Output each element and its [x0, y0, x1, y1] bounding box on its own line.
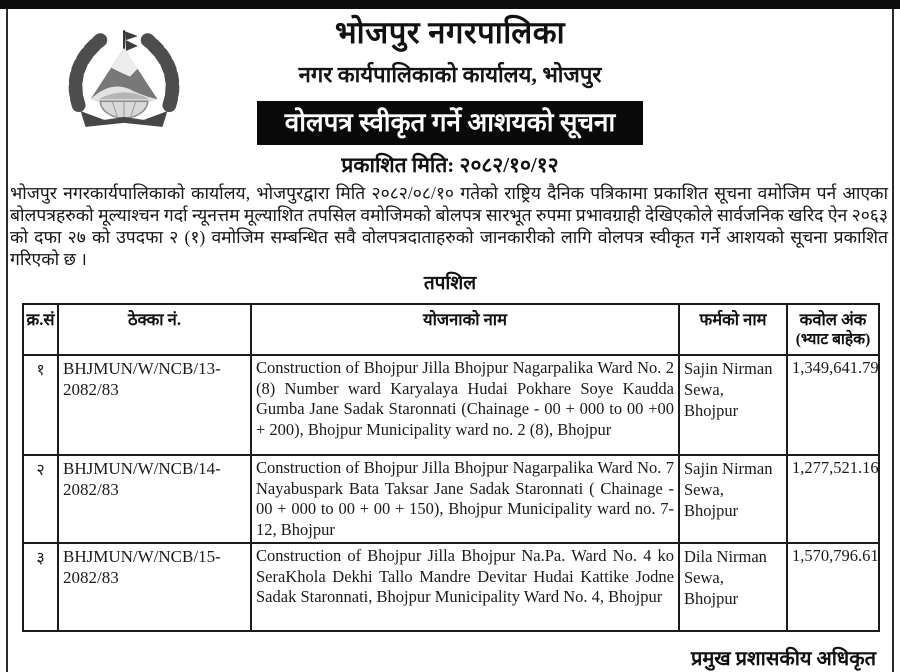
cell-plan: Construction of Bhojpur Jilla Bhojpur Na.Pa. Ward No. 4 ko SeraKhola Dekhi Tallo Mandre Devitar Hudai Kattike Jodne Sadak Staronnati, Bhojpur Municipality Ward No. 4, Bhojpur [251, 543, 679, 631]
org-title: भोजपुर नगरपालिका [334, 15, 566, 50]
table-caption: तपशिल [423, 273, 477, 294]
header-amount-label: कवोल अंक [799, 310, 867, 329]
cell-amount: 1,349,641.79 [787, 355, 879, 455]
header-amount [787, 304, 879, 355]
header-firm: फर्मको नाम [679, 304, 787, 355]
cell-contract: BHJMUN/W/NCB/15-2082/83 [58, 543, 251, 631]
published-date: प्रकाशित मिति: २०८२/१०/१२ [341, 153, 559, 177]
cell-contract: BHJMUN/W/NCB/14-2082/83 [58, 455, 251, 543]
cell-firm: Sajin Nirman Sewa, Bhojpur [679, 355, 787, 455]
tender-table [22, 303, 880, 632]
cell-plan: Construction of Bhojpur Jilla Bhojpur Nagarpalika Ward No. 2 (8) Number ward Karyalaya Hudai Pokhare Soye Kaudda Gumba Jane Sadak Staronnati (Chainage - 00 + 000 to 00 +00 + 200), Bhojpur Municipality ward no. 2 (8), Bhojpur [251, 355, 679, 455]
cell-firm: Sajin Nirman Sewa, Bhojpur [679, 455, 787, 543]
signature-designation: प्रमुख प्रशासकीय अधिकृत [690, 648, 876, 670]
header-contract: ठेक्का नं. [58, 304, 251, 355]
table-row [23, 543, 879, 631]
header-plan: योजनाको नाम [251, 304, 679, 355]
cell-contract: BHJMUN/W/NCB/13-2082/83 [58, 355, 251, 455]
header-serial: क्र.सं [23, 304, 58, 355]
notice-banner-title: वोलपत्र स्वीकृत गर्ने आशयको सूचना [257, 101, 643, 145]
right-border-line [892, 9, 894, 672]
top-rule-bar [0, 0, 900, 9]
office-subtitle: नगर कार्यपालिकाको कार्यालय, भोजपुर [298, 62, 602, 87]
cell-serial: ३ [23, 543, 58, 631]
cell-firm: Dila Nirman Sewa, Bhojpur [679, 543, 787, 631]
header-amount-note: (भ्याट बाहेक) [795, 331, 871, 348]
cell-plan: Construction of Bhojpur Jilla Bhojpur Nagarpalika Ward No. 7 Nayabuspark Bata Taksar Jane Sadak Staronnati ( Chainage - 00 + 000 to 00 + 00 + 150), Bhojpur Municipality ward no. 7- 12, Bhojpur [251, 455, 679, 543]
cell-serial: १ [23, 355, 58, 455]
notice-body-paragraph: भोजपुर नगरकार्यपालिकाको कार्यालय, भोजपुरद्वारा मिति २०८२/०८/१० गतेको राष्ट्रिय दैनिक पत्रिकामा प्रकाशित सूचना वमोजिम पर्न आएका बोलपत्रहरुको मूल्याश्चन गर्दा न्यूनत्तम मूल्याशित तपसिल वमोजिमको बोलपत्र सारभूत रुपमा प्रभावग्राही देखिएकोले सार्वजनिक खरिद ऐन २०६३ को दफा २७ को उपदफा २ (१) वमोजिम सम्बन्धित सवै वोलपत्रदाताहरुको जानकारीको लागि वोलपत्र स्वीकृत गर्ने आशयको सूचना प्रकाशित गरिएको छ । [10, 183, 888, 269]
cell-amount: 1,570,796.61 [787, 543, 879, 631]
municipal-emblem-logo [55, 24, 193, 138]
cell-amount: 1,277,521.16 [787, 455, 879, 543]
left-border-line [6, 9, 8, 672]
table-row [23, 355, 879, 455]
table-header-row [23, 304, 879, 355]
cell-serial: २ [23, 455, 58, 543]
table-row [23, 455, 879, 543]
